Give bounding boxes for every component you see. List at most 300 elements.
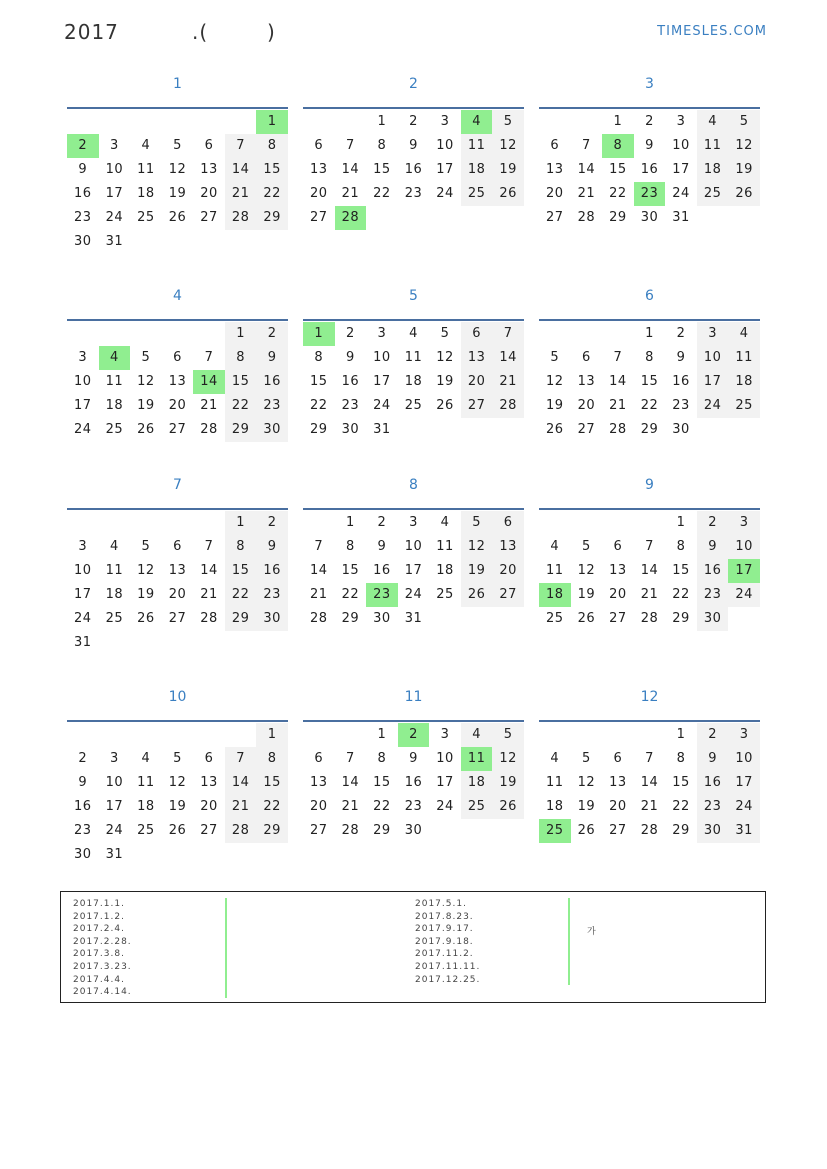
day-cell[interactable]: 14	[640, 563, 659, 578]
day-cell[interactable]: 9	[409, 138, 418, 153]
day-cell[interactable]: 22	[672, 587, 690, 602]
day-cell[interactable]: 22	[609, 186, 627, 201]
day-cell[interactable]: 26	[492, 182, 524, 206]
day-cell[interactable]: 24	[105, 210, 124, 225]
day-cell[interactable]: 19	[577, 587, 596, 602]
day-cell[interactable]: 17	[74, 587, 92, 602]
day-cell[interactable]: 17	[105, 799, 124, 814]
day-cell[interactable]: 24	[74, 422, 92, 437]
day-cell[interactable]: 12	[436, 350, 454, 365]
day-cell[interactable]: 11	[404, 350, 423, 365]
day-cell[interactable]: 28	[225, 819, 257, 843]
holiday-day-cell[interactable]: 23	[634, 182, 666, 206]
day-cell[interactable]: 17	[105, 186, 124, 201]
day-cell[interactable]: 10	[373, 350, 391, 365]
day-cell[interactable]: 9	[697, 747, 729, 771]
day-cell[interactable]: 19	[728, 158, 760, 182]
day-cell[interactable]: 29	[609, 210, 627, 225]
day-cell[interactable]: 10	[728, 535, 760, 559]
day-cell[interactable]: 2	[645, 114, 654, 129]
day-cell[interactable]: 19	[168, 799, 187, 814]
day-cell[interactable]: 12	[577, 563, 596, 578]
day-cell[interactable]: 10	[74, 374, 92, 389]
day-cell[interactable]: 5	[581, 539, 591, 554]
day-cell[interactable]: 21	[200, 587, 218, 602]
day-cell[interactable]: 14	[341, 775, 360, 790]
day-cell[interactable]: 31	[74, 635, 92, 650]
day-cell[interactable]: 10	[404, 539, 423, 554]
day-cell[interactable]: 12	[492, 747, 524, 771]
day-cell[interactable]: 14	[310, 563, 328, 578]
day-cell[interactable]: 18	[461, 158, 493, 182]
day-cell[interactable]: 26	[436, 398, 454, 413]
day-cell[interactable]: 30	[697, 607, 729, 631]
day-cell[interactable]: 23	[256, 583, 288, 607]
day-cell[interactable]: 23	[256, 394, 288, 418]
day-cell[interactable]: 20	[492, 559, 524, 583]
day-cell[interactable]: 1	[345, 515, 355, 530]
day-cell[interactable]: 22	[672, 799, 690, 814]
day-cell[interactable]: 8	[645, 350, 654, 365]
day-cell[interactable]: 27	[310, 823, 328, 838]
day-cell[interactable]: 9	[377, 539, 387, 554]
day-cell[interactable]: 15	[310, 374, 328, 389]
holiday-day-cell[interactable]: 17	[728, 559, 760, 583]
day-cell[interactable]: 13	[577, 374, 596, 389]
day-cell[interactable]: 10	[105, 775, 124, 790]
day-cell[interactable]: 21	[609, 398, 627, 413]
day-cell[interactable]: 29	[373, 823, 391, 838]
day-cell[interactable]: 19	[137, 587, 155, 602]
day-cell[interactable]: 22	[256, 182, 288, 206]
day-cell[interactable]: 28	[341, 823, 360, 838]
day-cell[interactable]: 23	[697, 795, 729, 819]
day-cell[interactable]: 8	[256, 134, 288, 158]
day-cell[interactable]: 27	[200, 823, 218, 838]
day-cell[interactable]: 18	[105, 587, 124, 602]
day-cell[interactable]: 17	[436, 162, 454, 177]
day-cell[interactable]: 20	[168, 587, 187, 602]
day-cell[interactable]: 20	[609, 587, 627, 602]
day-cell[interactable]: 13	[168, 374, 187, 389]
day-cell[interactable]: 3	[440, 727, 450, 742]
day-cell[interactable]: 20	[461, 370, 493, 394]
day-cell[interactable]: 4	[550, 539, 560, 554]
day-cell[interactable]: 12	[546, 374, 564, 389]
day-cell[interactable]: 26	[577, 823, 596, 838]
day-cell[interactable]: 11	[105, 563, 124, 578]
day-cell[interactable]: 19	[492, 771, 524, 795]
holiday-day-cell[interactable]: 28	[335, 206, 367, 230]
day-cell[interactable]: 25	[105, 611, 124, 626]
day-cell[interactable]: 26	[728, 182, 760, 206]
day-cell[interactable]: 8	[314, 350, 324, 365]
day-cell[interactable]: 6	[613, 751, 623, 766]
day-cell[interactable]: 14	[577, 162, 596, 177]
day-cell[interactable]: 2	[409, 114, 418, 129]
day-cell[interactable]: 24	[436, 186, 454, 201]
day-cell[interactable]: 24	[404, 587, 423, 602]
holiday-day-cell[interactable]: 8	[602, 134, 634, 158]
day-cell[interactable]: 30	[341, 422, 360, 437]
day-cell[interactable]: 5	[728, 110, 760, 134]
day-cell[interactable]: 28	[310, 611, 328, 626]
day-cell[interactable]: 14	[609, 374, 627, 389]
holiday-day-cell[interactable]: 1	[256, 110, 288, 134]
day-cell[interactable]: 18	[436, 563, 454, 578]
day-cell[interactable]: 13	[546, 162, 564, 177]
day-cell[interactable]: 18	[105, 398, 124, 413]
day-cell[interactable]: 15	[256, 771, 288, 795]
day-cell[interactable]: 18	[697, 158, 729, 182]
day-cell[interactable]: 22	[225, 583, 257, 607]
day-cell[interactable]: 7	[645, 751, 654, 766]
day-cell[interactable]: 22	[225, 394, 257, 418]
day-cell[interactable]: 26	[461, 583, 493, 607]
day-cell[interactable]: 9	[409, 751, 418, 766]
day-cell[interactable]: 6	[461, 322, 493, 346]
day-cell[interactable]: 6	[581, 350, 591, 365]
day-cell[interactable]: 1	[613, 114, 623, 129]
day-cell[interactable]: 10	[697, 346, 729, 370]
day-cell[interactable]: 19	[168, 186, 187, 201]
day-cell[interactable]: 12	[577, 775, 596, 790]
day-cell[interactable]: 10	[74, 563, 92, 578]
day-cell[interactable]: 6	[204, 138, 214, 153]
day-cell[interactable]: 7	[492, 322, 524, 346]
holiday-day-cell[interactable]: 11	[461, 747, 493, 771]
day-cell[interactable]: 29	[256, 206, 288, 230]
day-cell[interactable]: 26	[137, 611, 155, 626]
day-cell[interactable]: 11	[546, 775, 564, 790]
day-cell[interactable]: 30	[74, 234, 92, 249]
day-cell[interactable]: 8	[377, 138, 387, 153]
day-cell[interactable]: 7	[204, 539, 214, 554]
day-cell[interactable]: 9	[676, 350, 686, 365]
holiday-day-cell[interactable]: 4	[99, 346, 131, 370]
day-cell[interactable]: 17	[697, 370, 729, 394]
day-cell[interactable]: 1	[676, 727, 686, 742]
day-cell[interactable]: 30	[373, 611, 391, 626]
day-cell[interactable]: 6	[314, 751, 324, 766]
day-cell[interactable]: 13	[609, 775, 627, 790]
day-cell[interactable]: 31	[672, 210, 690, 225]
day-cell[interactable]: 25	[697, 182, 729, 206]
day-cell[interactable]: 25	[137, 210, 155, 225]
day-cell[interactable]: 18	[404, 374, 423, 389]
day-cell[interactable]: 2	[345, 326, 355, 341]
day-cell[interactable]: 22	[373, 186, 391, 201]
day-cell[interactable]: 21	[640, 799, 659, 814]
day-cell[interactable]: 15	[256, 158, 288, 182]
day-cell[interactable]: 3	[78, 350, 88, 365]
day-cell[interactable]: 14	[492, 346, 524, 370]
day-cell[interactable]: 17	[74, 398, 92, 413]
holiday-day-cell[interactable]: 1	[303, 322, 335, 346]
day-cell[interactable]: 5	[173, 138, 182, 153]
day-cell[interactable]: 3	[728, 511, 760, 535]
day-cell[interactable]: 8	[676, 751, 686, 766]
day-cell[interactable]: 6	[173, 539, 182, 554]
day-cell[interactable]: 3	[676, 114, 686, 129]
day-cell[interactable]: 24	[728, 795, 760, 819]
day-cell[interactable]: 22	[341, 587, 360, 602]
day-cell[interactable]: 6	[550, 138, 560, 153]
day-cell[interactable]: 4	[141, 138, 151, 153]
day-cell[interactable]: 27	[546, 210, 564, 225]
day-cell[interactable]: 26	[137, 422, 155, 437]
day-cell[interactable]: 19	[492, 158, 524, 182]
day-cell[interactable]: 11	[461, 134, 493, 158]
day-cell[interactable]: 14	[200, 563, 218, 578]
day-cell[interactable]: 1	[256, 723, 288, 747]
day-cell[interactable]: 28	[609, 422, 627, 437]
day-cell[interactable]: 23	[341, 398, 360, 413]
day-cell[interactable]: 28	[640, 611, 659, 626]
day-cell[interactable]: 30	[697, 819, 729, 843]
day-cell[interactable]: 21	[200, 398, 218, 413]
day-cell[interactable]: 29	[225, 607, 257, 631]
day-cell[interactable]: 4	[409, 326, 418, 341]
day-cell[interactable]: 25	[436, 587, 454, 602]
day-cell[interactable]: 10	[728, 747, 760, 771]
day-cell[interactable]: 2	[377, 515, 387, 530]
day-cell[interactable]: 4	[141, 751, 151, 766]
day-cell[interactable]: 27	[609, 823, 627, 838]
day-cell[interactable]: 11	[546, 563, 564, 578]
day-cell[interactable]: 2	[697, 723, 729, 747]
day-cell[interactable]: 3	[697, 322, 729, 346]
day-cell[interactable]: 17	[404, 563, 423, 578]
day-cell[interactable]: 28	[225, 206, 257, 230]
day-cell[interactable]: 3	[109, 138, 119, 153]
day-cell[interactable]: 6	[204, 751, 214, 766]
day-cell[interactable]: 27	[577, 422, 596, 437]
day-cell[interactable]: 15	[341, 563, 360, 578]
day-cell[interactable]: 16	[341, 374, 360, 389]
day-cell[interactable]: 5	[492, 110, 524, 134]
day-cell[interactable]: 11	[728, 346, 760, 370]
day-cell[interactable]: 12	[137, 563, 155, 578]
day-cell[interactable]: 25	[461, 182, 493, 206]
day-cell[interactable]: 12	[137, 374, 155, 389]
day-cell[interactable]: 14	[640, 775, 659, 790]
day-cell[interactable]: 5	[581, 751, 591, 766]
day-cell[interactable]: 21	[225, 795, 257, 819]
day-cell[interactable]: 17	[672, 162, 690, 177]
day-cell[interactable]: 7	[314, 539, 324, 554]
day-cell[interactable]: 18	[461, 771, 493, 795]
day-cell[interactable]: 15	[609, 162, 627, 177]
day-cell[interactable]: 3	[409, 515, 418, 530]
day-cell[interactable]: 18	[546, 799, 564, 814]
day-cell[interactable]: 3	[109, 751, 119, 766]
day-cell[interactable]: 29	[310, 422, 328, 437]
day-cell[interactable]: 12	[728, 134, 760, 158]
day-cell[interactable]: 15	[373, 775, 391, 790]
day-cell[interactable]: 1	[645, 326, 654, 341]
day-cell[interactable]: 25	[105, 422, 124, 437]
day-cell[interactable]: 29	[225, 418, 257, 442]
day-cell[interactable]: 26	[492, 795, 524, 819]
day-cell[interactable]: 16	[640, 162, 659, 177]
day-cell[interactable]: 11	[137, 775, 155, 790]
day-cell[interactable]: 19	[436, 374, 454, 389]
day-cell[interactable]: 16	[697, 559, 729, 583]
day-cell[interactable]: 25	[461, 795, 493, 819]
day-cell[interactable]: 9	[645, 138, 654, 153]
day-cell[interactable]: 6	[173, 350, 182, 365]
holiday-day-cell[interactable]: 25	[539, 819, 571, 843]
day-cell[interactable]: 9	[256, 535, 288, 559]
day-cell[interactable]: 7	[345, 138, 355, 153]
day-cell[interactable]: 7	[645, 539, 654, 554]
day-cell[interactable]: 12	[168, 775, 187, 790]
day-cell[interactable]: 3	[78, 539, 88, 554]
day-cell[interactable]: 21	[577, 186, 596, 201]
day-cell[interactable]: 12	[168, 162, 187, 177]
day-cell[interactable]: 4	[697, 110, 729, 134]
day-cell[interactable]: 31	[404, 611, 423, 626]
day-cell[interactable]: 19	[577, 799, 596, 814]
holiday-day-cell[interactable]: 2	[67, 134, 99, 158]
day-cell[interactable]: 9	[78, 775, 88, 790]
day-cell[interactable]: 7	[613, 350, 623, 365]
day-cell[interactable]: 15	[373, 162, 391, 177]
day-cell[interactable]: 21	[492, 370, 524, 394]
day-cell[interactable]: 17	[728, 771, 760, 795]
day-cell[interactable]: 1	[676, 515, 686, 530]
day-cell[interactable]: 11	[697, 134, 729, 158]
day-cell[interactable]: 12	[492, 134, 524, 158]
day-cell[interactable]: 29	[341, 611, 360, 626]
day-cell[interactable]: 20	[200, 799, 218, 814]
day-cell[interactable]: 21	[640, 587, 659, 602]
day-cell[interactable]: 2	[256, 511, 288, 535]
day-cell[interactable]: 24	[697, 394, 729, 418]
day-cell[interactable]: 30	[256, 607, 288, 631]
day-cell[interactable]: 19	[461, 559, 493, 583]
day-cell[interactable]: 16	[256, 370, 288, 394]
day-cell[interactable]: 24	[672, 186, 690, 201]
day-cell[interactable]: 20	[168, 398, 187, 413]
day-cell[interactable]: 27	[168, 611, 187, 626]
holiday-day-cell[interactable]: 18	[539, 583, 571, 607]
day-cell[interactable]: 25	[137, 823, 155, 838]
day-cell[interactable]: 11	[105, 374, 124, 389]
day-cell[interactable]: 21	[341, 186, 360, 201]
day-cell[interactable]: 13	[310, 162, 328, 177]
day-cell[interactable]: 27	[461, 394, 493, 418]
day-cell[interactable]: 5	[141, 539, 151, 554]
day-cell[interactable]: 9	[78, 162, 88, 177]
day-cell[interactable]: 30	[256, 418, 288, 442]
day-cell[interactable]: 15	[640, 374, 659, 389]
day-cell[interactable]: 24	[436, 799, 454, 814]
day-cell[interactable]: 20	[577, 398, 596, 413]
holiday-day-cell[interactable]: 2	[398, 723, 430, 747]
day-cell[interactable]: 31	[728, 819, 760, 843]
day-cell[interactable]: 17	[373, 374, 391, 389]
day-cell[interactable]: 11	[137, 162, 155, 177]
day-cell[interactable]: 17	[436, 775, 454, 790]
day-cell[interactable]: 9	[256, 346, 288, 370]
day-cell[interactable]: 8	[256, 747, 288, 771]
day-cell[interactable]: 25	[728, 394, 760, 418]
holiday-day-cell[interactable]: 14	[193, 370, 225, 394]
day-cell[interactable]: 14	[225, 158, 257, 182]
day-cell[interactable]: 21	[341, 799, 360, 814]
day-cell[interactable]: 11	[436, 539, 454, 554]
day-cell[interactable]: 10	[672, 138, 690, 153]
day-cell[interactable]: 5	[492, 723, 524, 747]
day-cell[interactable]: 1	[225, 322, 257, 346]
day-cell[interactable]: 20	[310, 799, 328, 814]
day-cell[interactable]: 30	[74, 847, 92, 862]
day-cell[interactable]: 30	[640, 210, 659, 225]
day-cell[interactable]: 30	[672, 422, 690, 437]
day-cell[interactable]: 19	[546, 398, 564, 413]
day-cell[interactable]: 16	[672, 374, 690, 389]
day-cell[interactable]: 5	[440, 326, 450, 341]
day-cell[interactable]: 4	[440, 515, 450, 530]
day-cell[interactable]: 24	[373, 398, 391, 413]
day-cell[interactable]: 22	[310, 398, 328, 413]
day-cell[interactable]: 4	[728, 322, 760, 346]
day-cell[interactable]: 27	[168, 422, 187, 437]
day-cell[interactable]: 7	[345, 751, 355, 766]
day-cell[interactable]: 29	[640, 422, 659, 437]
day-cell[interactable]: 21	[310, 587, 328, 602]
day-cell[interactable]: 14	[341, 162, 360, 177]
day-cell[interactable]: 29	[672, 823, 690, 838]
day-cell[interactable]: 10	[105, 162, 124, 177]
day-cell[interactable]: 8	[377, 751, 387, 766]
day-cell[interactable]: 28	[492, 394, 524, 418]
day-cell[interactable]: 5	[173, 751, 182, 766]
day-cell[interactable]: 21	[225, 182, 257, 206]
day-cell[interactable]: 15	[225, 559, 257, 583]
day-cell[interactable]: 16	[256, 559, 288, 583]
day-cell[interactable]: 5	[141, 350, 151, 365]
day-cell[interactable]: 6	[613, 539, 623, 554]
day-cell[interactable]: 20	[200, 186, 218, 201]
day-cell[interactable]: 31	[373, 422, 391, 437]
day-cell[interactable]: 3	[377, 326, 387, 341]
day-cell[interactable]: 7	[581, 138, 591, 153]
day-cell[interactable]: 16	[74, 799, 92, 814]
day-cell[interactable]: 4	[550, 751, 560, 766]
day-cell[interactable]: 13	[461, 346, 493, 370]
day-cell[interactable]: 26	[168, 210, 187, 225]
day-cell[interactable]: 2	[676, 326, 686, 341]
day-cell[interactable]: 20	[310, 186, 328, 201]
day-cell[interactable]: 23	[74, 210, 92, 225]
day-cell[interactable]: 16	[404, 162, 423, 177]
day-cell[interactable]: 7	[225, 747, 257, 771]
day-cell[interactable]: 8	[225, 346, 257, 370]
day-cell[interactable]: 20	[546, 186, 564, 201]
day-cell[interactable]: 6	[314, 138, 324, 153]
holiday-day-cell[interactable]: 4	[461, 110, 493, 134]
day-cell[interactable]: 25	[404, 398, 423, 413]
day-cell[interactable]: 1	[225, 511, 257, 535]
day-cell[interactable]: 13	[310, 775, 328, 790]
day-cell[interactable]: 10	[436, 751, 454, 766]
day-cell[interactable]: 19	[137, 398, 155, 413]
day-cell[interactable]: 3	[728, 723, 760, 747]
day-cell[interactable]: 7	[204, 350, 214, 365]
